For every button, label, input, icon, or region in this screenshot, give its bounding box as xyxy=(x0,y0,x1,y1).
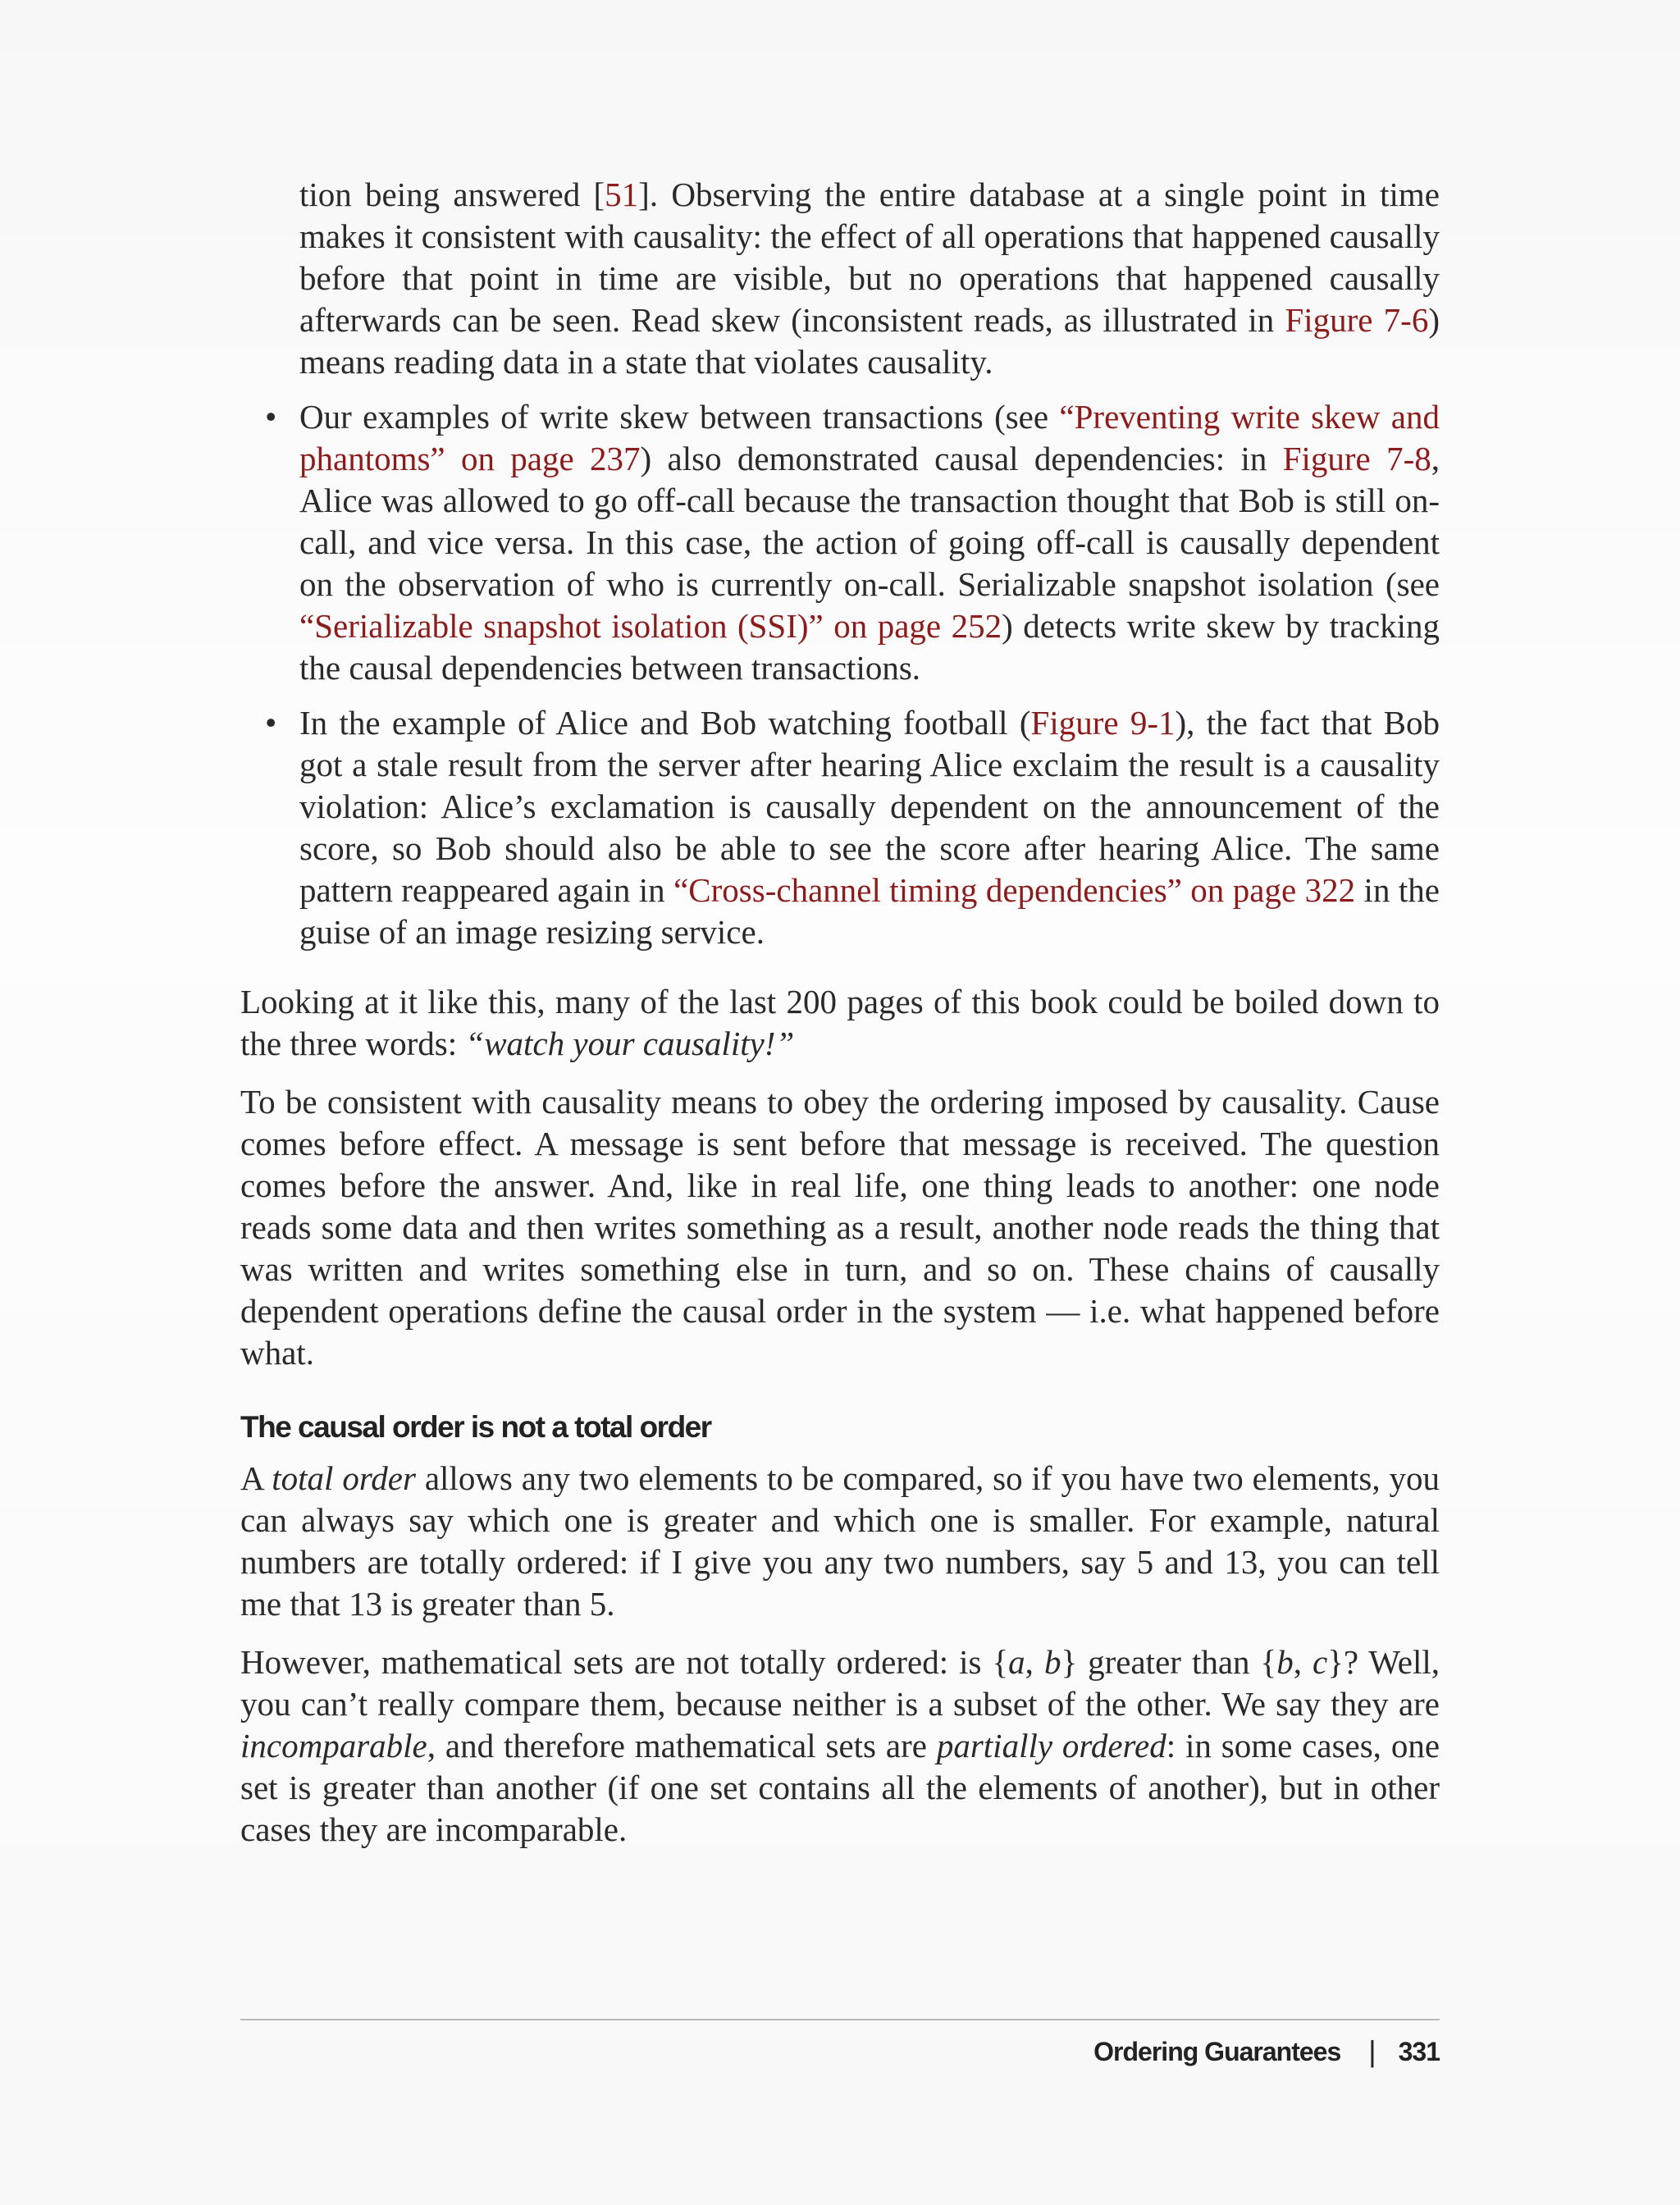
footer-divider xyxy=(240,2019,1440,2020)
page-body xyxy=(240,174,1440,1851)
text-run: tion being answered [ xyxy=(299,176,605,213)
paragraph-total-order xyxy=(240,1458,1440,1625)
text-run: , Alice was allowed to go off-call because the transaction thought that Bob is still on-call, and vice versa. In this case, the action of going off-call is causally dependent on the observation of who is currently on-call. Serializable snapshot isolation (see xyxy=(299,440,1440,603)
paragraph-looking xyxy=(240,981,1440,1065)
variable: c xyxy=(1312,1643,1328,1681)
bullet-icon: • xyxy=(265,704,277,742)
text-run: , and therefore mathematical sets are xyxy=(427,1727,937,1764)
footer-separator: | xyxy=(1368,2034,1376,2068)
cross-reference-link[interactable]: “Serializable snapshot isolation (SSI)” on page 252 xyxy=(299,607,1002,645)
text-run: However, mathematical sets are not totally ordered: is { xyxy=(240,1643,1009,1681)
emphasis: partially ordered xyxy=(936,1727,1166,1764)
text-run: ) means reading data in a state that violates causality. xyxy=(299,301,1440,381)
citation-link[interactable]: 51 xyxy=(605,176,639,213)
text-run: , xyxy=(1293,1643,1312,1681)
text-run: Our examples of write skew between transactions (see xyxy=(299,398,1060,436)
bullet-list xyxy=(240,396,1440,953)
page-number: 331 xyxy=(1398,2036,1440,2066)
figure-link[interactable]: Figure 9-1 xyxy=(1030,704,1176,742)
paragraph-sets xyxy=(240,1641,1440,1851)
paragraph-consistent: To be consistent with causality means to obey the ordering imposed by causality. Cause comes before effect. A message is sent before that message is received. The question comes before the answer. And, like in real life, one thing leads to another: one node reads some data and then writes something as a result, another node reads the thing that was written and writes something else in turn, and so on. These chains of causally dependent operations define the causal order in the system — i.e. what happened before what. xyxy=(240,1083,1440,1372)
cross-reference-link[interactable]: “Cross-channel timing dependencies” on page 322 xyxy=(673,871,1356,909)
text-run: In the example of Alice and Bob watching football ( xyxy=(299,704,1031,742)
text-run: }? Well, you can’t really compare them, because neither is a subset of the other. We say they are xyxy=(240,1643,1440,1723)
section-heading: The causal order is not a total order xyxy=(240,1410,711,1444)
variable: a xyxy=(1008,1643,1025,1681)
text-run: in the guise of an image resizing service. xyxy=(299,871,1440,951)
list-item xyxy=(240,396,1440,689)
text-run: ), the fact that Bob got a stale result from the server after hearing Alice exclaim the result is a causality violation: Alice’s exclamation is causally dependent on the announcement of the score, so Bob should also be able to see the score after hearing Alice. The same pattern reappeared again in xyxy=(299,704,1440,909)
text-run: ]. Observing the entire database at a single point in time makes it consistent with causality: the effect of all operations that happened causally before that point in time are visible, but no operations that happened causally afterwards can be seen. Read skew (inconsistent reads, as illustrated in xyxy=(299,176,1440,339)
text-run: allows any two elements to be compared, so if you have two elements, you can always say which one is greater and which one is smaller. For example, natural numbers are totally ordered: if I give you any two numbers, say 5 and 13, you can tell me that 13 is greater than 5. xyxy=(240,1459,1440,1623)
text-run: Looking at it like this, many of the last 200 pages of this book could be boiled down to the three words: xyxy=(240,983,1440,1062)
figure-link[interactable]: Figure 7-6 xyxy=(1285,301,1429,339)
emphasis: total order xyxy=(272,1459,416,1497)
text-run: : in some cases, one set is greater than another (if one set contains all the elements of another), but in other cases they are incomparable. xyxy=(240,1727,1440,1848)
cross-reference-link[interactable]: “Preventing write skew and phantoms” on page 237 xyxy=(299,398,1440,477)
emphasis: “watch your causality!” xyxy=(465,1025,795,1062)
variable: b xyxy=(1276,1643,1294,1681)
chapter-title: Ordering Guarantees xyxy=(1093,2036,1341,2066)
list-item xyxy=(240,702,1440,953)
text-run: , xyxy=(1025,1643,1044,1681)
variable: b xyxy=(1043,1643,1061,1681)
page-footer xyxy=(1093,2034,1440,2069)
bullet-icon: • xyxy=(265,398,277,436)
continued-bullet-paragraph xyxy=(240,174,1440,383)
text-run: ) detects write skew by tracking the causal dependencies between transactions. xyxy=(299,607,1440,687)
emphasis: incomparable xyxy=(240,1727,427,1764)
text-run: } greater than { xyxy=(1061,1643,1277,1681)
text-run: ) also demonstrated causal dependencies: in xyxy=(640,440,1283,477)
text-run: A xyxy=(240,1459,272,1497)
figure-link[interactable]: Figure 7-8 xyxy=(1282,440,1431,477)
